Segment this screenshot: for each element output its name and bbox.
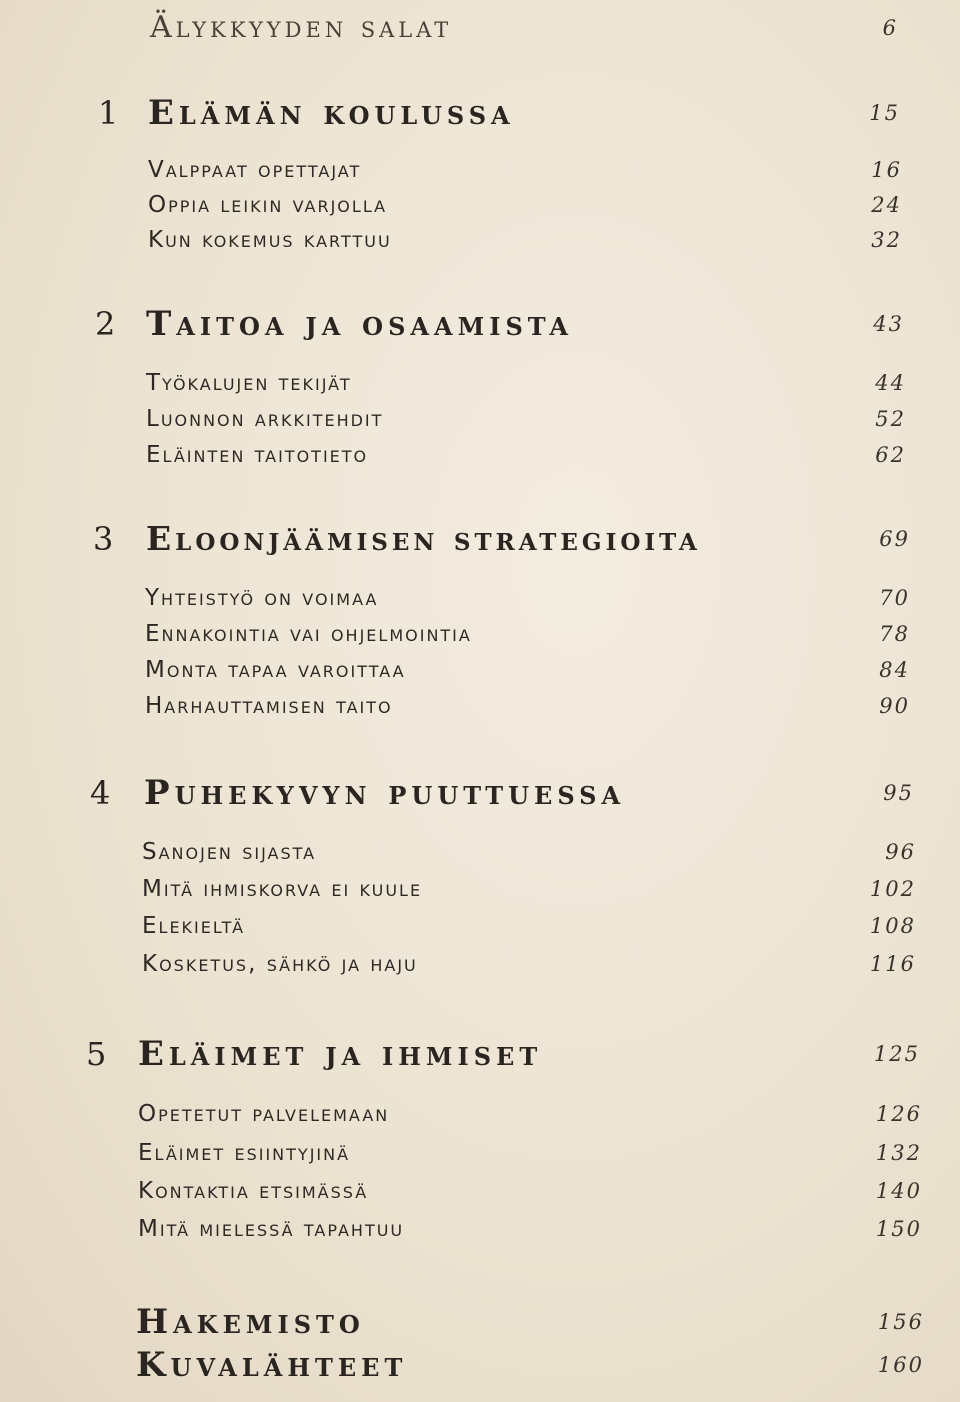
section-page-number: 16 xyxy=(871,158,902,182)
section-page-number: 44 xyxy=(875,371,906,395)
section-title: Eläimet esiintyjinä xyxy=(138,1140,351,1166)
section-entry xyxy=(0,225,960,255)
section-page-number: 70 xyxy=(879,586,910,610)
section-title: Ennakointia vai ohjelmointia xyxy=(145,621,472,647)
back-matter-title: Kuvalähteet xyxy=(136,1345,408,1385)
front-page-number: 6 xyxy=(882,16,898,40)
section-title: Monta tapaa varoittaa xyxy=(145,657,406,683)
section-title: Harhauttamisen taito xyxy=(145,693,393,719)
section-page-number: 96 xyxy=(885,840,916,864)
section-title: Kun kokemus karttuu xyxy=(148,227,392,253)
section-entry xyxy=(0,911,960,941)
section-page-number: 108 xyxy=(869,914,916,938)
section-page-number: 52 xyxy=(875,407,906,431)
section-entry xyxy=(0,1099,960,1129)
chapter-number: 2 xyxy=(95,305,116,343)
chapter-page-number: 15 xyxy=(869,101,900,125)
section-title: Mitä mielessä tapahtuu xyxy=(138,1216,405,1242)
section-page-number: 62 xyxy=(875,443,906,467)
section-page-number: 32 xyxy=(871,228,902,252)
section-entry xyxy=(0,655,960,685)
section-title: Luonnon arkkitehdit xyxy=(146,406,384,432)
section-page-number: 90 xyxy=(879,694,910,718)
section-entry xyxy=(0,1138,960,1168)
toc-entry-image-credits xyxy=(0,1345,960,1385)
chapter-3-heading xyxy=(0,519,960,559)
back-matter-title: Hakemisto xyxy=(136,1302,365,1342)
section-title: Opetetut palvelemaan xyxy=(138,1101,390,1127)
section-entry xyxy=(0,190,960,220)
section-title: Työkalujen tekijät xyxy=(146,370,352,396)
back-matter-page-number: 160 xyxy=(877,1353,924,1377)
section-entry xyxy=(0,619,960,649)
front-title: Älykkyyden salat xyxy=(150,10,453,45)
chapter-title: Elämän koulussa xyxy=(148,93,515,133)
toc-entry-index xyxy=(0,1302,960,1342)
section-page-number: 84 xyxy=(879,658,910,682)
chapter-title: Eloonjäämisen strategioita xyxy=(146,519,701,558)
back-matter-page-number: 156 xyxy=(877,1310,924,1334)
section-entry xyxy=(0,404,960,434)
chapter-number: 3 xyxy=(93,520,114,558)
section-page-number: 24 xyxy=(871,193,902,217)
chapter-page-number: 95 xyxy=(883,781,914,805)
section-entry xyxy=(0,1176,960,1206)
chapter-page-number: 125 xyxy=(873,1042,920,1066)
chapter-page-number: 43 xyxy=(873,312,904,336)
section-entry xyxy=(0,691,960,721)
chapter-number: 4 xyxy=(90,774,111,812)
section-page-number: 132 xyxy=(875,1141,922,1165)
section-entry xyxy=(0,583,960,613)
chapter-1-heading xyxy=(0,93,960,133)
section-entry xyxy=(0,368,960,398)
section-entry xyxy=(0,949,960,979)
section-page-number: 150 xyxy=(875,1217,922,1241)
chapter-number: 5 xyxy=(86,1035,107,1073)
chapter-4-heading xyxy=(0,773,960,813)
chapter-5-heading xyxy=(0,1034,960,1074)
section-entry xyxy=(0,874,960,904)
chapter-title: Puhekyvyn puuttuessa xyxy=(144,773,626,813)
section-page-number: 102 xyxy=(869,877,916,901)
chapter-title: Taitoa ja osaamista xyxy=(146,304,573,344)
toc-entry-front xyxy=(0,8,960,48)
chapter-2-heading xyxy=(0,304,960,344)
section-title: Yhteistyö on voimaa xyxy=(145,585,379,611)
section-entry xyxy=(0,837,960,867)
section-title: Elekieltä xyxy=(142,913,246,939)
section-title: Eläinten taitotieto xyxy=(146,442,369,468)
section-entry xyxy=(0,1214,960,1244)
section-title: Kontaktia etsimässä xyxy=(138,1178,369,1204)
section-title: Valppaat opettajat xyxy=(148,157,362,183)
section-entry xyxy=(0,440,960,470)
section-title: Sanojen sijasta xyxy=(142,839,317,865)
section-page-number: 78 xyxy=(879,622,910,646)
section-title: Kosketus, sähkö ja haju xyxy=(142,951,418,977)
chapter-page-number: 69 xyxy=(879,527,910,551)
chapter-number: 1 xyxy=(98,94,119,132)
section-title: Oppia leikin varjolla xyxy=(148,192,388,218)
section-page-number: 116 xyxy=(869,952,916,976)
section-page-number: 126 xyxy=(875,1102,922,1126)
section-page-number: 140 xyxy=(875,1179,922,1203)
chapter-title: Eläimet ja ihmiset xyxy=(138,1034,543,1074)
section-title: Mitä ihmiskorva ei kuule xyxy=(142,876,423,902)
section-entry xyxy=(0,155,960,185)
